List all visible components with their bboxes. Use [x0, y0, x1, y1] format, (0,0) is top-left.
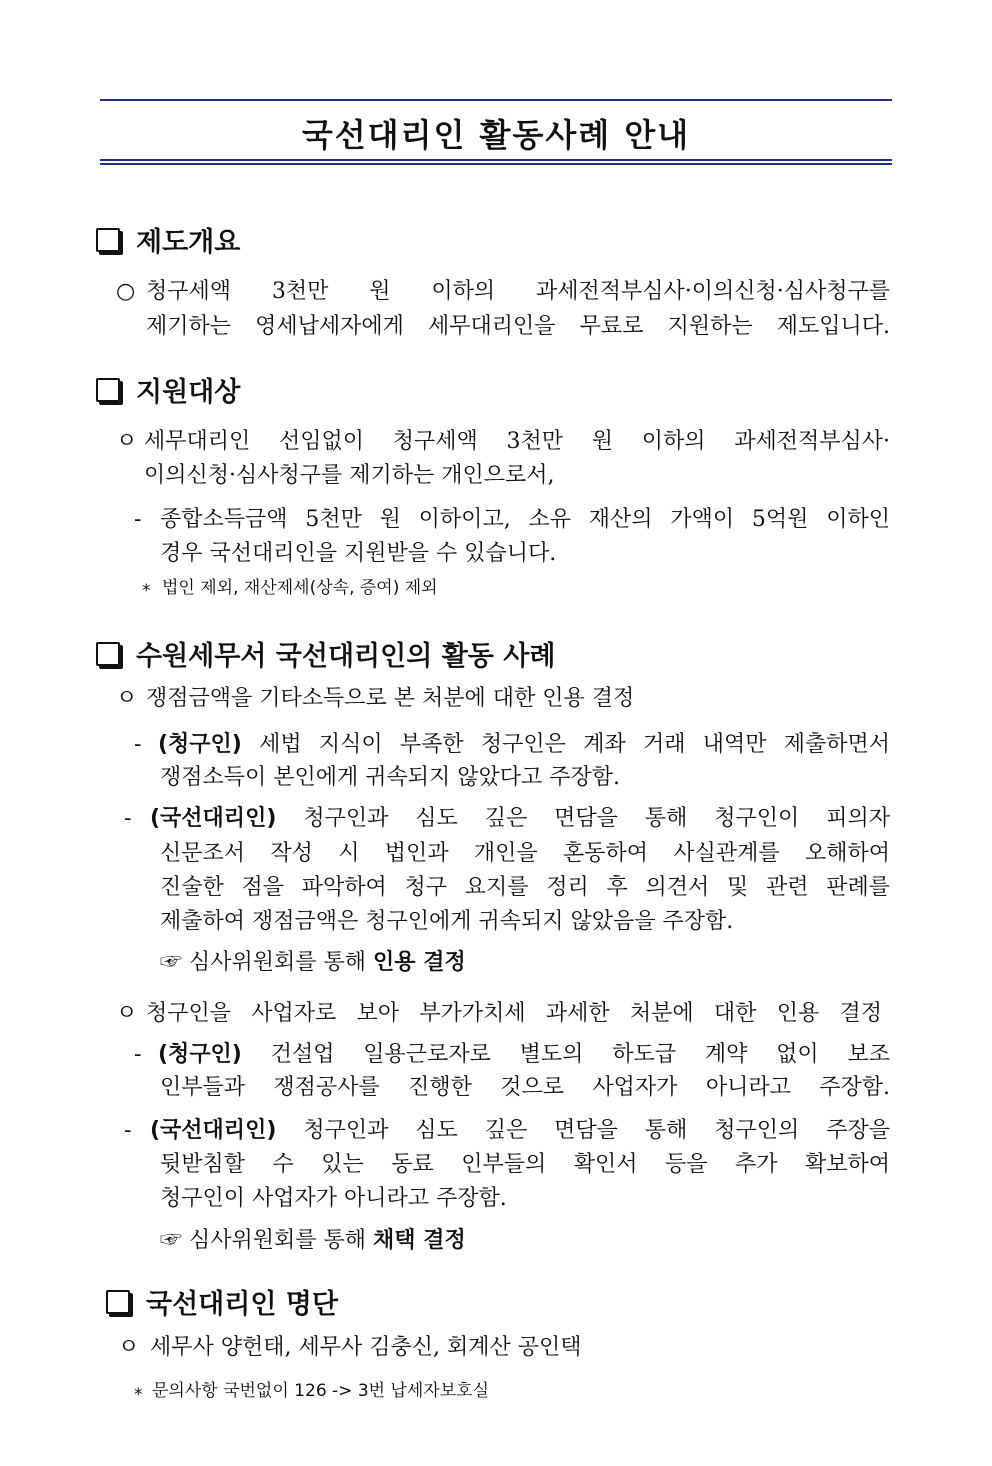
roster-note: 문의사항 국번없이 126 -> 3번 납세자보호실	[152, 1381, 489, 1401]
dash-marker: -	[134, 507, 142, 532]
case1-claimant-line	[158, 734, 890, 756]
overview-line: 제기하는 영세납세자에게 세무대리인을 무료로 지원하는 제도입니다.	[146, 314, 890, 339]
section-heading-overview	[96, 220, 240, 259]
claimant-text: 건설업 일용근로자로 별도의 하도급 계약 없이 보조	[270, 1042, 890, 1067]
result-prefix: 심사위원회를 통해	[189, 950, 367, 975]
claimant-label: (청구인)	[158, 1042, 242, 1067]
claimant-label: (청구인)	[158, 732, 242, 757]
checkbox-icon	[106, 1290, 130, 1314]
result-decision: 인용 결정	[373, 950, 466, 975]
checkbox-icon	[96, 642, 120, 666]
eligibility-line: 세무대리인 선임없이 청구세액 3천만 원 이하의 과세전적부심사·	[144, 429, 890, 454]
case2-result	[160, 1230, 466, 1252]
case1-agent-line: 진술한 점을 파악하여 청구 요지를 정리 후 의견서 및 관련 판례를	[160, 875, 890, 900]
section-heading-text: 지원대상	[136, 377, 241, 408]
section-heading-cases	[96, 634, 555, 673]
title-rule-bottom	[100, 159, 892, 161]
result-prefix: 심사위원회를 통해	[189, 1228, 367, 1253]
eligibility-line: 이의신청·심사청구를 제기하는 개인으로서,	[144, 463, 555, 488]
section-heading-text: 수원세무서 국선대리인의 활동 사례	[136, 641, 556, 672]
section-heading-text: 국선대리인 명단	[146, 1289, 338, 1320]
bullet-circle-icon: ○	[116, 279, 136, 304]
dash-marker: -	[124, 1118, 132, 1143]
section-heading-eligibility	[96, 370, 240, 409]
eligibility-sub-line: 경우 국선대리인을 지원받을 수 있습니다.	[160, 541, 557, 566]
section-heading-text: 제도개요	[136, 227, 241, 258]
case1-agent-line	[150, 808, 890, 830]
pointing-hand-icon: ☞	[160, 950, 183, 975]
eligibility-note: 법인 제외, 재산제세(상속, 증여) 제외	[162, 578, 438, 598]
note-asterisk: *	[134, 1385, 143, 1405]
agent-text: 청구인과 심도 깊은 면담을 통해 청구인의 주장을	[303, 1118, 890, 1143]
case1-agent-line: 제출하여 쟁점금액은 청구인에게 귀속되지 않았음을 주장함.	[160, 909, 734, 934]
dash-marker: -	[124, 806, 132, 831]
page-title: 국선대리인 활동사례 안내	[301, 116, 691, 154]
case2-title: 청구인을 사업자로 보아 부가가치세 과세한 처분에 대한 인용 결정	[146, 1001, 882, 1026]
roster-line: 세무사 양헌태, 세무사 김충신, 회계산 공인택	[150, 1335, 582, 1360]
case2-agent-line	[150, 1120, 890, 1142]
claimant-text: 세법 지식이 부족한 청구인은 계좌 거래 내역만 제출하면서	[259, 732, 890, 757]
case1-result	[160, 952, 466, 974]
section-heading-roster	[106, 1282, 338, 1321]
title-rule-bottom-double	[100, 163, 892, 165]
case2-claimant-line	[158, 1044, 890, 1066]
checkbox-icon	[96, 228, 120, 252]
eligibility-sub-line: 종합소득금액 5천만 원 이하이고, 소유 재산의 가액이 5억원 이하인	[160, 507, 890, 532]
agent-text: 청구인과 심도 깊은 면담을 통해 청구인이 피의자	[303, 806, 890, 831]
dash-marker: -	[134, 732, 142, 757]
overview-line: 청구세액 3천만 원 이하의 과세전적부심사·이의신청·심사청구를	[146, 279, 890, 304]
dash-marker: -	[134, 1042, 142, 1067]
case2-claimant-line: 인부들과 쟁점공사를 진행한 것으로 사업자가 아니라고 주장함.	[160, 1075, 890, 1100]
agent-label: (국선대리인)	[150, 806, 277, 831]
bullet-circle-icon: ㅇ	[116, 686, 138, 711]
note-asterisk: *	[142, 581, 151, 601]
case2-agent-line: 청구인이 사업자가 아니라고 주장함.	[160, 1186, 507, 1211]
bullet-circle-icon: ㅇ	[118, 1335, 140, 1360]
bullet-circle-icon: ㅇ	[116, 429, 138, 454]
case2-agent-line: 뒷받침할 수 있는 동료 인부들의 확인서 등을 추가 확보하여	[160, 1152, 890, 1177]
agent-label: (국선대리인)	[150, 1118, 277, 1143]
case1-agent-line: 신문조서 작성 시 법인과 개인을 혼동하여 사실관계를 오해하여	[160, 841, 890, 866]
pointing-hand-icon: ☞	[160, 1228, 183, 1253]
checkbox-icon	[96, 378, 120, 402]
result-decision: 채택 결정	[373, 1228, 466, 1253]
title-rule-top	[100, 99, 892, 101]
case1-claimant-line: 쟁점소득이 본인에게 귀속되지 않았다고 주장함.	[160, 765, 621, 790]
bullet-circle-icon: ㅇ	[116, 1001, 138, 1026]
case1-title: 쟁점금액을 기타소득으로 본 처분에 대한 인용 결정	[146, 686, 635, 711]
